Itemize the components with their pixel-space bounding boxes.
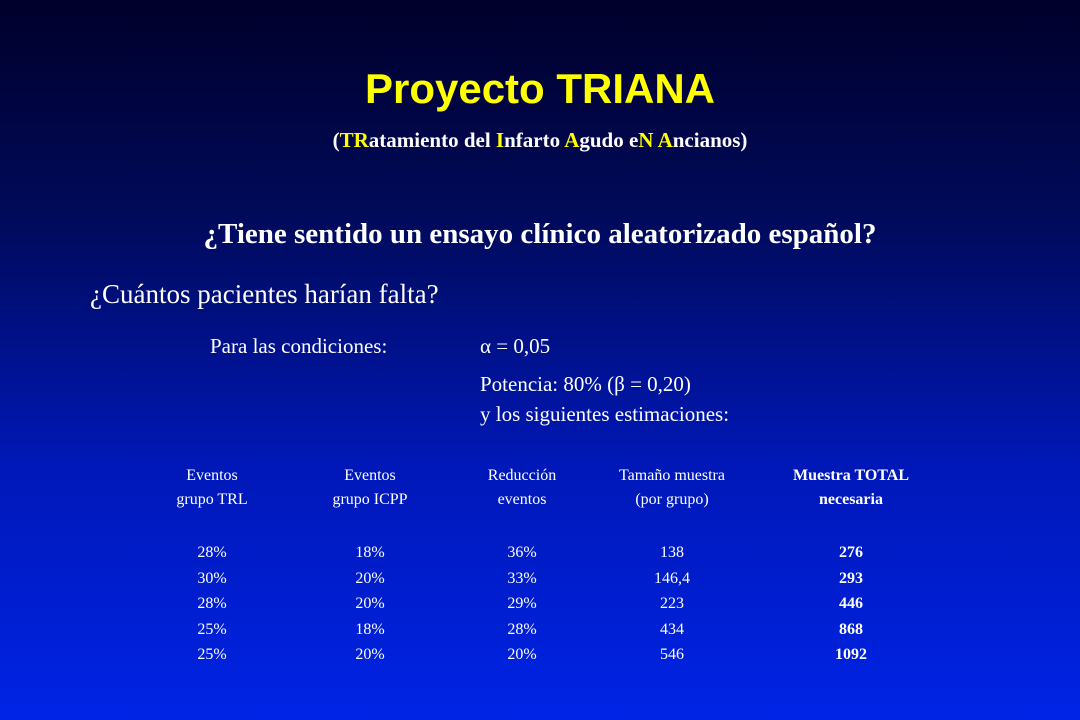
column-header-line: necesaria: [819, 491, 883, 508]
table-column-total-sample: [766, 464, 936, 668]
slide-title: Proyecto TRIANA: [364, 65, 716, 112]
subtitle-acronym-letters: TR: [339, 128, 369, 152]
table-cell: 138: [660, 544, 684, 561]
table-cell: 18%: [355, 620, 385, 638]
column-header-line: Eventos: [344, 467, 396, 484]
table-column-events-icpp: [285, 464, 455, 668]
condition-estimates: y los siguientes estimaciones:: [480, 402, 730, 426]
table-column-events-trl: [127, 464, 297, 668]
column-header-line: eventos: [497, 491, 547, 508]
condition-power: Potencia: 80% (β = 0,20): [480, 372, 691, 396]
table-cell: 25%: [197, 646, 227, 663]
table-cell: 28%: [197, 544, 227, 561]
table-cell: 276: [839, 544, 863, 561]
table-cell: 546: [660, 646, 684, 663]
subtitle-acronym-letters: N: [638, 128, 654, 152]
condition-alpha: α = 0,05: [480, 334, 551, 358]
subtitle-part: (: [332, 128, 340, 152]
column-header-line: grupo ICPP: [332, 491, 408, 508]
table-cell: 20%: [355, 646, 385, 663]
table-cell: 29%: [507, 595, 537, 612]
table-cell: 446: [839, 595, 863, 612]
main-question: ¿Tiene sentido un ensayo clínico aleatorizado español?: [203, 218, 877, 250]
subtitle-part: atamiento del: [368, 128, 496, 152]
subtitle-acronym-letters: A: [564, 128, 580, 152]
table-column-event-reduction: [437, 464, 607, 668]
table-cell: 30%: [197, 569, 227, 587]
column-header-line: Reducción: [487, 467, 557, 484]
table-cell: 1092: [835, 646, 867, 663]
conditions-label: Para las condiciones:: [210, 334, 388, 358]
table-cell: 868: [839, 620, 863, 638]
column-header-line: (por grupo): [635, 491, 709, 508]
subtitle-part: ncianos): [672, 128, 748, 152]
table-cell: 434: [660, 620, 684, 638]
subtitle-acronym-letters: A: [657, 128, 673, 152]
table-cell: 36%: [507, 544, 537, 561]
table-cell: 146,4: [654, 569, 690, 587]
table-cell: 20%: [355, 595, 385, 612]
subtitle-part: gudo e: [579, 128, 639, 152]
table-cell: 18%: [355, 544, 385, 561]
table-cell: 293: [839, 569, 863, 587]
table-cell: 20%: [507, 646, 537, 663]
column-header-line: Eventos: [186, 467, 238, 484]
table-cell: 28%: [197, 595, 227, 612]
table-column-sample-per-group: [587, 464, 757, 668]
subtitle-part: nfarto: [504, 128, 565, 152]
slide-subtitle: [0, 130, 1080, 151]
table-cell: 33%: [507, 569, 537, 587]
column-header-line: Tamaño muestra: [619, 467, 725, 484]
table-cell: 223: [660, 595, 684, 612]
column-header-line: Muestra TOTAL: [792, 467, 909, 484]
table-cell: 25%: [197, 620, 227, 638]
subtitle-acronym-letters: I: [495, 128, 505, 152]
patients-question: ¿Cuántos pacientes harían falta?: [90, 279, 439, 309]
column-header-line: grupo TRL: [176, 491, 248, 508]
table-cell: 28%: [507, 620, 537, 638]
table-cell: 20%: [355, 569, 385, 587]
